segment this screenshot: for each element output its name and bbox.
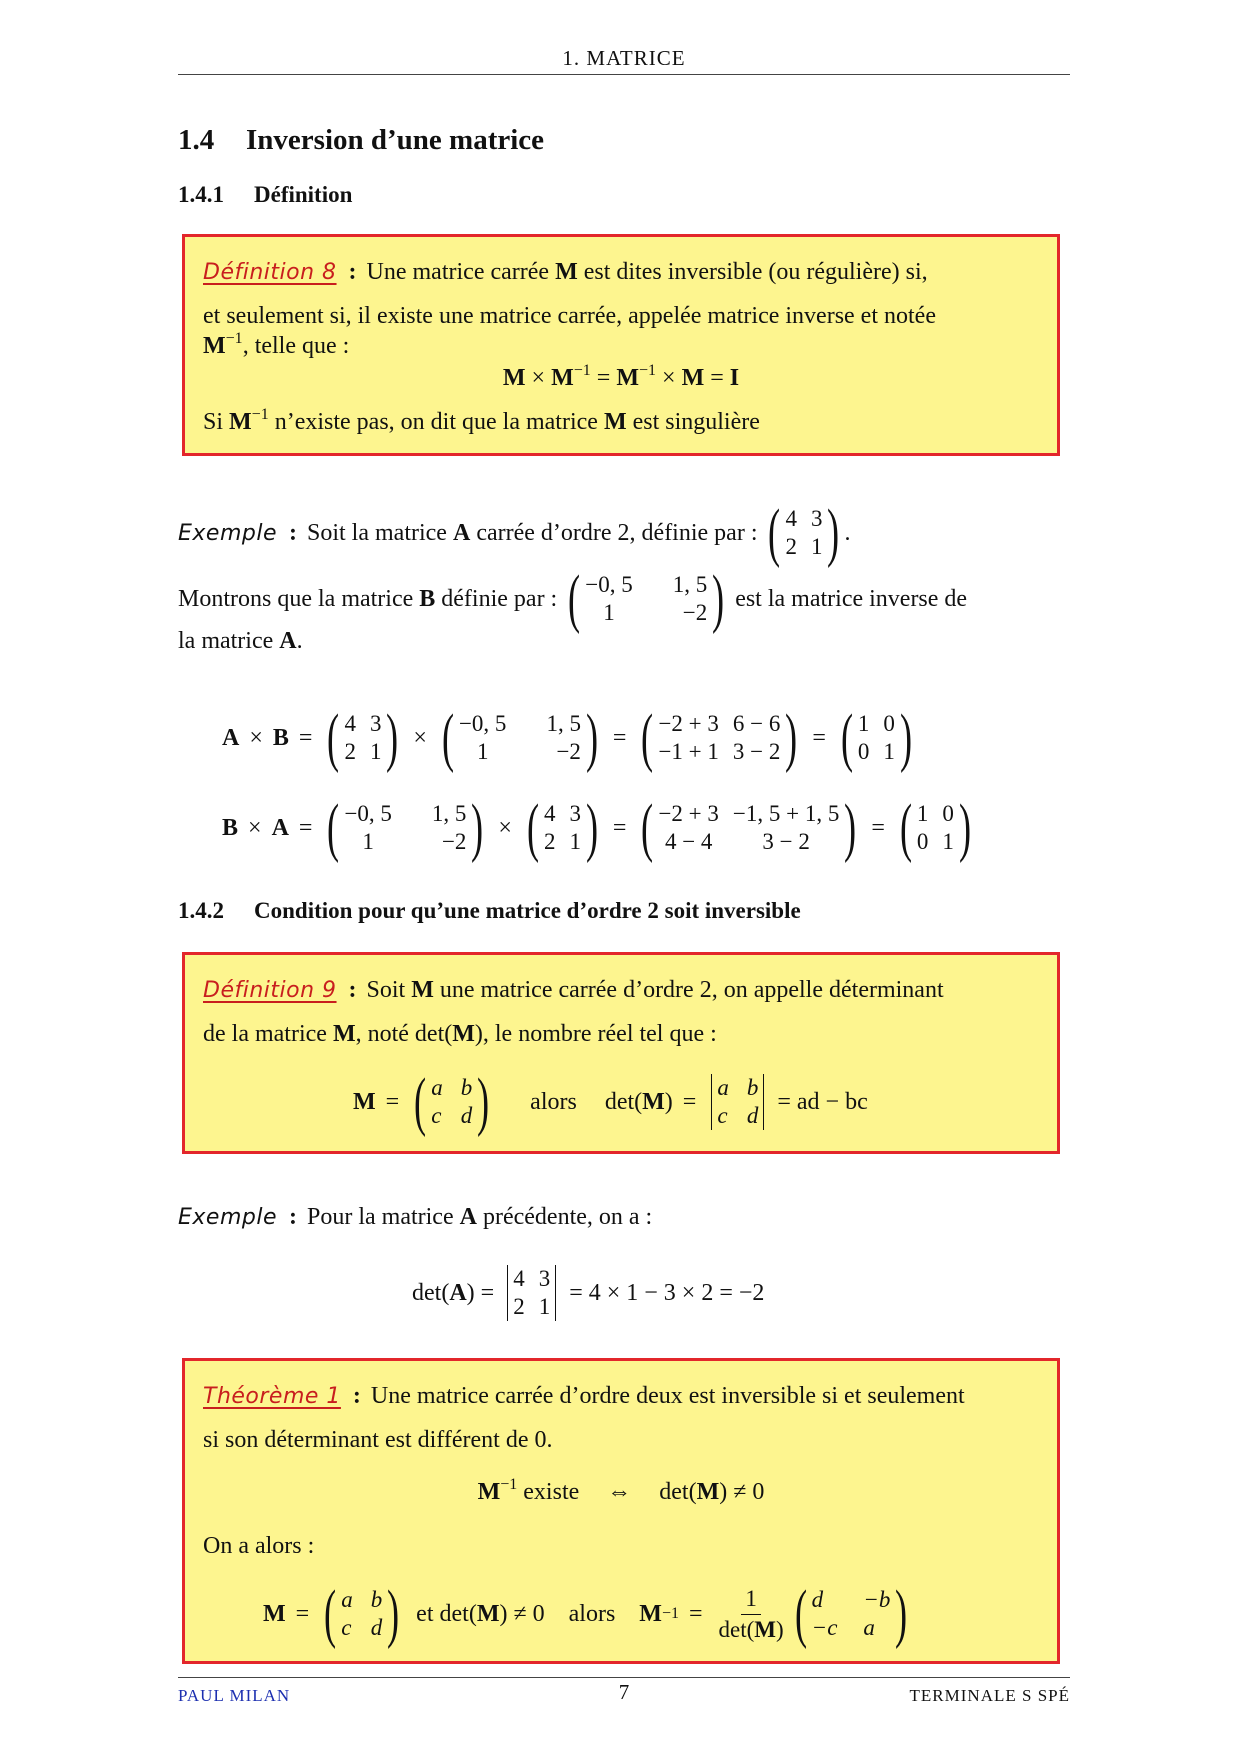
section-number: 1.4 — [178, 124, 215, 156]
thm1-inverse-formula: M = ( a b c d ) et det( M ) ≠ 0 alors M −1 = $\frac{1}{\det(M)}$ ( d −b −c a ) — [263, 1577, 908, 1650]
subsection-heading-definition — [178, 182, 352, 208]
definition-8-box — [182, 234, 1060, 456]
section-title: Inversion d’une matrice — [246, 124, 545, 156]
page-number: 7 — [618, 1680, 630, 1704]
subsection-heading-condition: 1.4.2 Condition pour qu’une matrice d’ordre 2 soit inversible — [178, 898, 801, 923]
example2-det: det( A ) = 4 3 2 1 = 4 × 1 − 3 × 2 = −2 — [412, 1266, 765, 1319]
example1-line2: Montrons que la matrice B définie par : ( −0, 5 1, 5 1 −2 ) est la matrice inverse de — [178, 562, 968, 635]
example1-line1: Exemple : Soit la matrice A carrée d’ordre 2, définie par : ( 4 3 2 1 ) . — [178, 496, 851, 569]
definition-9-box — [182, 952, 1060, 1154]
equation-BxA: B × A = ( −0, 5 1, 5 1 −2 ) × ( 4 3 2 1 ) = ( −2 + 3 −1, 5 + 1, 5 4 − 4 3 − 2 ) = ( 1 0 0 1 ) — [222, 791, 971, 864]
def9-line1: Définition 9 : Soit M une matrice carrée d’ordre 2, on appelle déterminant — [203, 977, 944, 1003]
equation-AxB: A × B = ( 4 3 2 1 ) × ( −0, 5 1, 5 1 −2 ) = ( −2 + 3 6 − 6 −1 + 1 3 − 2 ) = ( 1 0 0 1 ) — [222, 701, 912, 774]
example1-label: Exemple — [178, 520, 277, 546]
footer-author: PAUL MILAN — [178, 1686, 291, 1705]
subsection-title: Définition — [254, 182, 353, 207]
thm1-label: Théorème 1 — [203, 1384, 341, 1409]
header-rule — [178, 74, 1070, 75]
def8-formula: $M \times M^{-1} = M^{-1} \times M = I$ — [502, 362, 740, 391]
thm1-on-a-alors: On a alors : — [203, 1533, 315, 1559]
subsection-number: 1.4.1 — [178, 182, 224, 207]
def8-label: Définition 8 — [203, 260, 337, 285]
def8-line1: Définition 8 : Une matrice carrée M est dites inversible (ou régulière) si, — [203, 259, 928, 285]
matrix-B: ( −0, 5 1, 5 1 −2 ) — [568, 562, 725, 635]
thm1-equivalence: $M^{-1}$ existe ⇔ det(M) ≠ 0 — [477, 1476, 765, 1505]
example2-label: Exemple — [178, 1205, 277, 1230]
footer-rule — [178, 1677, 1070, 1678]
def9-line2: de la matrice M, noté det(M), le nombre réel tel que : — [203, 1021, 717, 1047]
def8-line2: et seulement si, il existe une matrice carrée, appelée matrice inverse et notée — [203, 303, 936, 329]
example1-line3: la matrice A. — [178, 628, 303, 654]
theorem-1-box — [182, 1358, 1060, 1664]
def9-label: Définition 9 — [203, 978, 337, 1003]
thm1-line2: si son déterminant est différent de 0. — [203, 1427, 553, 1453]
running-header: 1. MATRICE — [562, 46, 686, 70]
page — [178, 0, 1070, 1754]
def8-last-line: Si $M^{-1}$ n’existe pas, on dit que la matrice M est singulière — [203, 406, 760, 435]
thm1-line1: Théorème 1 : Une matrice carrée d’ordre deux est inversible si et seulement — [203, 1383, 965, 1409]
def9-formula: M = ( a b c d ) alors det( M ) = a b c d = ad − bc — [353, 1065, 868, 1138]
matrix-A: ( 4 3 2 1 ) — [768, 496, 840, 569]
section-heading — [178, 124, 544, 157]
def8-line3: $M^{-1}$, telle que : — [203, 330, 350, 359]
footer-course: TERMINALE S SPÉ — [909, 1686, 1070, 1705]
example2-line: Exemple : Pour la matrice A précédente, on a : — [178, 1204, 653, 1230]
